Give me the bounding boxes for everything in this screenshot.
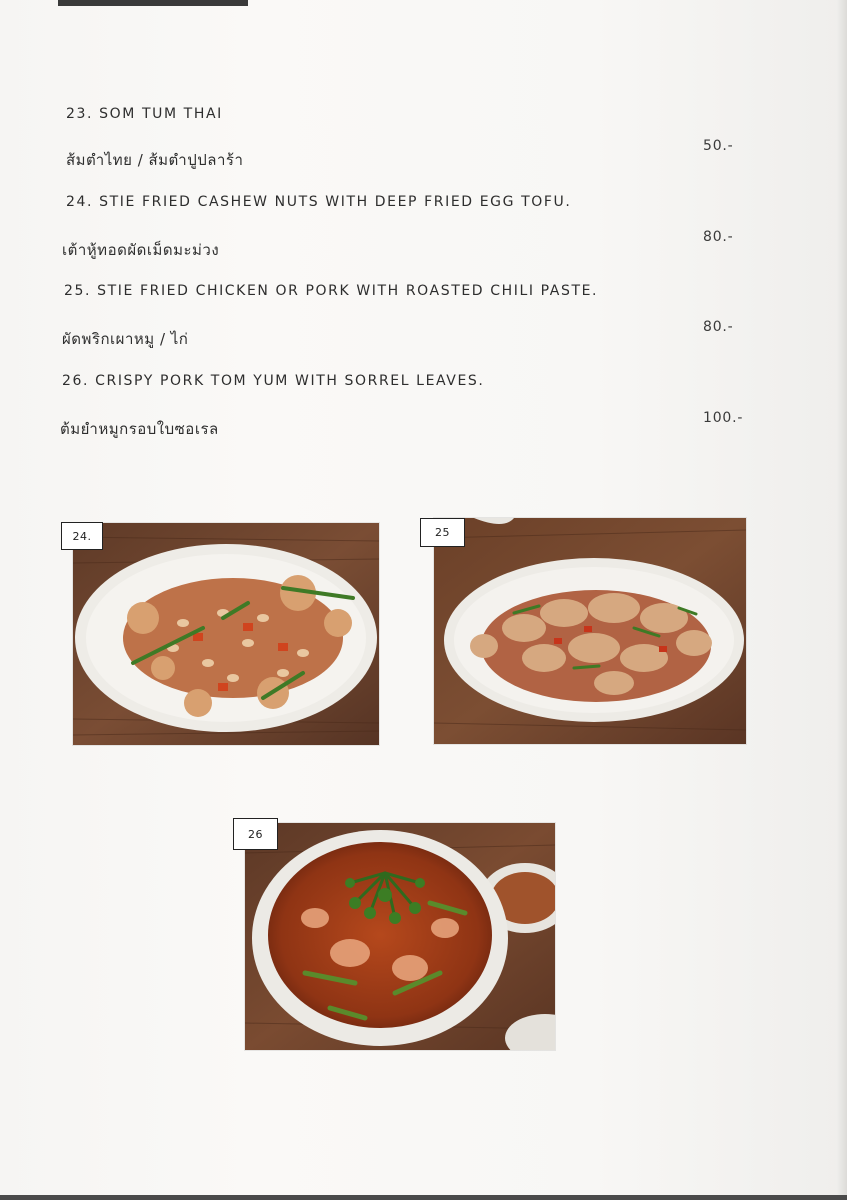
page-right-edge [837,0,847,1200]
photo-25-label: 25 [420,518,465,547]
cashew-tofu-dish-icon [73,523,379,745]
tom-yum-soup-icon [245,823,555,1050]
chili-paste-pork-dish-photo [434,518,746,744]
cashew-tofu-dish-photo [73,523,379,745]
menu-item-26-title: 26. CRISPY PORK TOM YUM WITH SORREL LEAVES. [62,373,485,389]
photo-24-label: 24. [61,522,103,550]
menu-item-23-price: 50.- [703,138,734,154]
page-bottom-edge [0,1195,847,1200]
menu-item-26-price: 100.- [703,410,744,426]
chili-paste-pork-dish-icon [434,518,746,744]
menu-item-23-title: 23. SOM TUM THAI [66,106,223,122]
menu-item-25-title: 25. STIE FRIED CHICKEN OR PORK WITH ROASTED CHILI PASTE. [64,283,599,299]
menu-item-23-thai: ส้มตำไทย / ส้มตำปูปลาร้า [66,151,244,169]
menu-item-24-price: 80.- [703,229,734,245]
page-top-edge [58,0,248,6]
menu-item-25-price: 80.- [703,319,734,335]
tom-yum-soup-photo [245,823,555,1050]
menu-item-24-thai: เต้าหู้ทอดผัดเม็ดมะม่วง [62,241,220,259]
menu-item-26-thai: ต้มยำหมูกรอบใบซอเรล [60,420,219,438]
menu-item-25-thai: ผัดพริกเผาหมู / ไก่ [62,330,189,348]
photo-26-label: 26 [233,818,278,850]
menu-item-24-title: 24. STIE FRIED CASHEW NUTS WITH DEEP FRIED EGG TOFU. [66,194,572,210]
